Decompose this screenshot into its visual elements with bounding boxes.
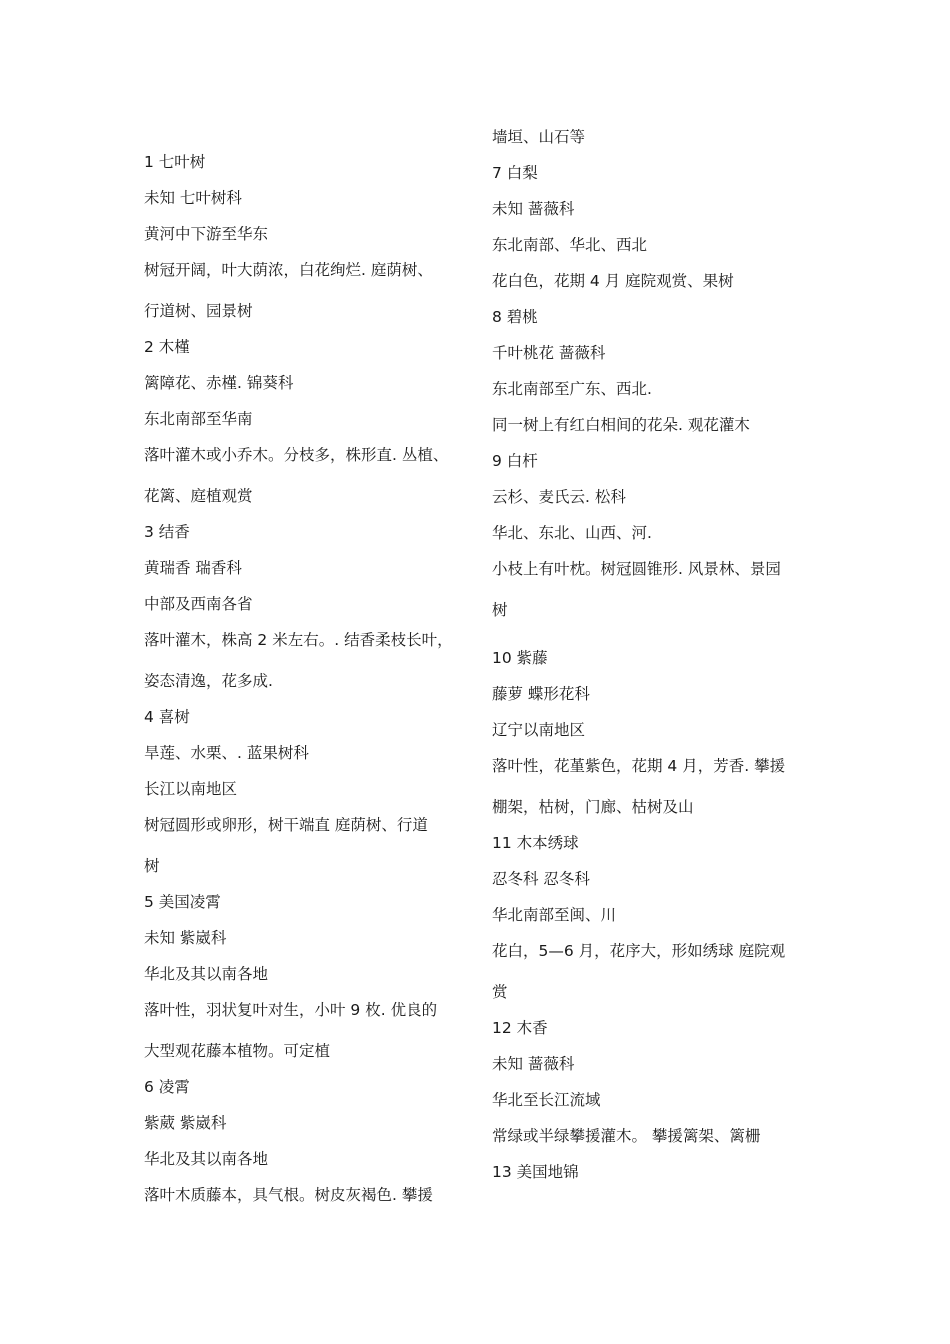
entry-description-cont: 姿态清逸，花多成. bbox=[144, 672, 273, 690]
entry-description-cont: 赏 bbox=[492, 983, 508, 1001]
entry-description-cont: 花篱、庭植观赏 bbox=[144, 487, 253, 505]
entry-description: 落叶性，羽状复叶对生，小叶 9 枚. 优良的 bbox=[144, 1001, 438, 1019]
entry-title: 13 美国地锦 bbox=[492, 1163, 579, 1181]
entry-distribution: 华北、东北、山西、河. bbox=[492, 524, 652, 542]
entry-description: 同一树上有红白相间的花朵. 观花灌木 bbox=[492, 416, 750, 434]
left-column bbox=[144, 150, 474, 1219]
right-column bbox=[492, 125, 822, 1196]
entry-alias-family: 未知 蔷薇科 bbox=[492, 1055, 575, 1073]
entry-title: 7 白梨 bbox=[492, 164, 538, 182]
entry-title: 3 结香 bbox=[144, 523, 190, 541]
entry-description-cont: 树 bbox=[144, 857, 160, 875]
entry-title: 12 木香 bbox=[492, 1019, 548, 1037]
entry-title: 6 凌霄 bbox=[144, 1078, 190, 1096]
entry-description-cont: 行道树、园景树 bbox=[144, 302, 253, 320]
entry-description-cont: 墙垣、山石等 bbox=[492, 128, 586, 146]
entry-description: 落叶性，花堇紫色，花期 4 月，芳香. 攀援 bbox=[492, 757, 786, 775]
entry-alias-family: 紫葳 紫崴科 bbox=[144, 1114, 227, 1132]
entry-description: 落叶木质藤本，具气根。树皮灰褐色. 攀援 bbox=[144, 1186, 433, 1204]
entry-description: 落叶灌木或小乔木。分枝多，株形直. 丛植、 bbox=[144, 446, 449, 464]
entry-description-cont: 树 bbox=[492, 601, 508, 619]
entry-distribution: 东北南部、华北、西北 bbox=[492, 236, 648, 254]
entry-distribution: 华北及其以南各地 bbox=[144, 1150, 269, 1168]
entry-alias-family: 未知 紫崴科 bbox=[144, 929, 227, 947]
entry-alias-family: 忍冬科 忍冬科 bbox=[492, 870, 590, 888]
entry-alias-family: 旱莲、水栗、. 蓝果树科 bbox=[144, 744, 309, 762]
entry-alias-family: 篱障花、赤槿. 锦葵科 bbox=[144, 374, 294, 392]
entry-title: 11 木本绣球 bbox=[492, 834, 579, 852]
entry-distribution: 华北南部至闽、川 bbox=[492, 906, 617, 924]
entry-description-cont: 棚架，枯树，门廊、枯树及山 bbox=[492, 798, 694, 816]
entry-title: 9 白杆 bbox=[492, 452, 538, 470]
entry-description: 落叶灌木，株高 2 米左右。. 结香柔枝长叶， bbox=[144, 631, 453, 649]
entry-alias-family: 未知 蔷薇科 bbox=[492, 200, 575, 218]
entry-alias-family: 藤萝 蝶形花科 bbox=[492, 685, 590, 703]
entry-distribution: 东北南部至广东、西北. bbox=[492, 380, 652, 398]
entry-title: 10 紫藤 bbox=[492, 649, 548, 667]
entry-title: 1 七叶树 bbox=[144, 153, 206, 171]
entry-distribution: 华北至长江流域 bbox=[492, 1091, 601, 1109]
entry-alias-family: 千叶桃花 蔷薇科 bbox=[492, 344, 606, 362]
entry-description: 花白色，花期 4 月 庭院观赏、果树 bbox=[492, 272, 734, 290]
entry-distribution: 辽宁以南地区 bbox=[492, 721, 586, 739]
entry-title: 8 碧桃 bbox=[492, 308, 538, 326]
entry-distribution: 长江以南地区 bbox=[144, 780, 238, 798]
entry-description: 常绿或半绿攀援灌木。 攀援篱架、篱栅 bbox=[492, 1127, 761, 1145]
entry-title: 5 美国凌霄 bbox=[144, 893, 221, 911]
entry-distribution: 东北南部至华南 bbox=[144, 410, 253, 428]
entry-alias-family: 云杉、麦氏云. 松科 bbox=[492, 488, 626, 506]
entry-description: 花白，5—6 月，花序大，形如绣球 庭院观 bbox=[492, 942, 786, 960]
entry-title: 4 喜树 bbox=[144, 708, 190, 726]
entry-description: 小枝上有叶枕。树冠圆锥形. 风景林、景园 bbox=[492, 560, 781, 578]
entry-description: 树冠圆形或卵形，树干端直 庭荫树、行道 bbox=[144, 816, 428, 834]
entry-description-cont: 大型观花藤本植物。可定植 bbox=[144, 1042, 331, 1060]
entry-alias-family: 黄瑞香 瑞香科 bbox=[144, 559, 242, 577]
entry-distribution: 黄河中下游至华东 bbox=[144, 225, 269, 243]
entry-title: 2 木槿 bbox=[144, 338, 190, 356]
entry-distribution: 中部及西南各省 bbox=[144, 595, 253, 613]
entry-alias-family: 未知 七叶树科 bbox=[144, 189, 242, 207]
entry-distribution: 华北及其以南各地 bbox=[144, 965, 269, 983]
entry-description: 树冠开阔，叶大荫浓，白花绚烂. 庭荫树、 bbox=[144, 261, 433, 279]
